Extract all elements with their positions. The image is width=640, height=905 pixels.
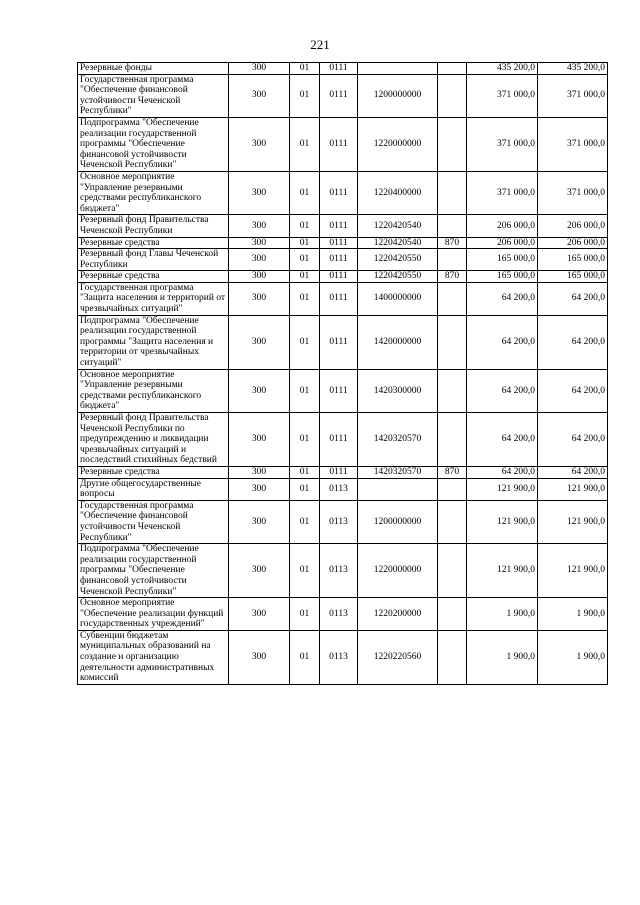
target-article-cell: 1420320570 xyxy=(358,466,438,478)
amount-year2-cell: 64 200,0 xyxy=(538,315,608,369)
section-code-cell: 01 xyxy=(290,74,320,117)
amount-year1-cell: 64 200,0 xyxy=(467,466,538,478)
row-name-cell: Государственная программа "Обеспечение финансовой устойчивости Чеченской Республики" xyxy=(78,74,229,117)
amount-year2-cell: 165 000,0 xyxy=(538,249,608,271)
target-article-cell: 1220000000 xyxy=(358,544,438,598)
row-name-cell: Резервные средства xyxy=(78,237,229,249)
row-name-cell: Основное мероприятие "Управление резервными средствами республиканского бюджета" xyxy=(78,171,229,214)
amount-year1-cell: 121 900,0 xyxy=(467,478,538,500)
target-article-cell: 1220400000 xyxy=(358,171,438,214)
section-code-cell: 01 xyxy=(290,478,320,500)
expense-type-cell xyxy=(438,215,467,237)
table-row xyxy=(78,171,608,214)
amount-year1-cell: 165 000,0 xyxy=(467,249,538,271)
row-name-cell: Резервные средства xyxy=(78,466,229,478)
amount-year1-cell: 371 000,0 xyxy=(467,171,538,214)
amount-year2-cell: 371 000,0 xyxy=(538,117,608,171)
table-row xyxy=(78,544,608,598)
expense-type-cell xyxy=(438,598,467,631)
admin-code-cell: 300 xyxy=(229,74,290,117)
row-name-cell: Резервный фонд Главы Чеченской Республики xyxy=(78,249,229,271)
admin-code-cell: 300 xyxy=(229,598,290,631)
admin-code-cell: 300 xyxy=(229,117,290,171)
table-row xyxy=(78,478,608,500)
amount-year2-cell: 64 200,0 xyxy=(538,413,608,467)
row-name-cell: Резервные средства xyxy=(78,271,229,283)
amount-year2-cell: 371 000,0 xyxy=(538,171,608,214)
row-name-cell: Резервные фонды xyxy=(78,63,229,75)
target-article-cell: 1220420550 xyxy=(358,271,438,283)
admin-code-cell: 300 xyxy=(229,171,290,214)
row-name-cell: Подпрограмма "Обеспечение реализации государственной программы "Обеспечение финансовой устойчивости Чеченской Республики" xyxy=(78,117,229,171)
expense-type-cell xyxy=(438,413,467,467)
subsection-code-cell: 0111 xyxy=(320,237,358,249)
table-row xyxy=(78,369,608,412)
amount-year1-cell: 371 000,0 xyxy=(467,74,538,117)
subsection-code-cell: 0111 xyxy=(320,63,358,75)
subsection-code-cell: 0111 xyxy=(320,249,358,271)
subsection-code-cell: 0111 xyxy=(320,117,358,171)
section-code-cell: 01 xyxy=(290,598,320,631)
subsection-code-cell: 0111 xyxy=(320,369,358,412)
table-row xyxy=(78,466,608,478)
section-code-cell: 01 xyxy=(290,466,320,478)
target-article-cell: 1220220560 xyxy=(358,630,438,684)
expense-type-cell xyxy=(438,74,467,117)
target-article-cell xyxy=(358,478,438,500)
admin-code-cell: 300 xyxy=(229,369,290,412)
admin-code-cell: 300 xyxy=(229,466,290,478)
section-code-cell: 01 xyxy=(290,544,320,598)
subsection-code-cell: 0113 xyxy=(320,630,358,684)
expense-type-cell xyxy=(438,63,467,75)
row-name-cell: Подпрограмма "Обеспечение реализации государственной программы "Обеспечение финансовой устойчивости Чеченской Республики" xyxy=(78,544,229,598)
table-row xyxy=(78,237,608,249)
subsection-code-cell: 0111 xyxy=(320,315,358,369)
expense-type-cell xyxy=(438,249,467,271)
row-name-cell: Основное мероприятие "Управление резервными средствами республиканского бюджета" xyxy=(78,369,229,412)
section-code-cell: 01 xyxy=(290,237,320,249)
admin-code-cell: 300 xyxy=(229,271,290,283)
row-name-cell: Субвенции бюджетам муниципальных образований на создание и организацию деятельности административных комиссий xyxy=(78,630,229,684)
amount-year1-cell: 206 000,0 xyxy=(467,237,538,249)
amount-year2-cell: 1 900,0 xyxy=(538,630,608,684)
table-row xyxy=(78,500,608,543)
expense-type-cell xyxy=(438,315,467,369)
row-name-cell: Государственная программа "Защита населения и территорий от чрезвычайных ситуаций" xyxy=(78,282,229,315)
target-article-cell: 1220420540 xyxy=(358,237,438,249)
subsection-code-cell: 0111 xyxy=(320,282,358,315)
subsection-code-cell: 0111 xyxy=(320,466,358,478)
section-code-cell: 01 xyxy=(290,413,320,467)
budget-table xyxy=(77,62,608,685)
amount-year2-cell: 64 200,0 xyxy=(538,369,608,412)
expense-type-cell: 870 xyxy=(438,466,467,478)
expense-type-cell xyxy=(438,369,467,412)
amount-year2-cell: 121 900,0 xyxy=(538,500,608,543)
amount-year2-cell: 206 000,0 xyxy=(538,215,608,237)
admin-code-cell: 300 xyxy=(229,478,290,500)
amount-year2-cell: 165 000,0 xyxy=(538,271,608,283)
section-code-cell: 01 xyxy=(290,630,320,684)
table-row xyxy=(78,413,608,467)
subsection-code-cell: 0113 xyxy=(320,478,358,500)
amount-year1-cell: 1 900,0 xyxy=(467,630,538,684)
target-article-cell: 1420300000 xyxy=(358,369,438,412)
amount-year1-cell: 1 900,0 xyxy=(467,598,538,631)
target-article-cell: 1420320570 xyxy=(358,413,438,467)
amount-year1-cell: 64 200,0 xyxy=(467,369,538,412)
admin-code-cell: 300 xyxy=(229,500,290,543)
amount-year2-cell: 206 000,0 xyxy=(538,237,608,249)
section-code-cell: 01 xyxy=(290,215,320,237)
amount-year1-cell: 121 900,0 xyxy=(467,544,538,598)
subsection-code-cell: 0111 xyxy=(320,215,358,237)
table-row xyxy=(78,117,608,171)
target-article-cell: 1220420550 xyxy=(358,249,438,271)
target-article-cell: 1200000000 xyxy=(358,74,438,117)
amount-year2-cell: 64 200,0 xyxy=(538,466,608,478)
amount-year2-cell: 121 900,0 xyxy=(538,478,608,500)
admin-code-cell: 300 xyxy=(229,249,290,271)
section-code-cell: 01 xyxy=(290,369,320,412)
row-name-cell: Другие общегосударственные вопросы xyxy=(78,478,229,500)
row-name-cell: Подпрограмма "Обеспечение реализации государственной программы "Защита населения и территории от чрезвычайных ситуаций" xyxy=(78,315,229,369)
amount-year1-cell: 64 200,0 xyxy=(467,315,538,369)
amount-year2-cell: 371 000,0 xyxy=(538,74,608,117)
amount-year1-cell: 206 000,0 xyxy=(467,215,538,237)
amount-year1-cell: 64 200,0 xyxy=(467,282,538,315)
amount-year1-cell: 121 900,0 xyxy=(467,500,538,543)
amount-year1-cell: 64 200,0 xyxy=(467,413,538,467)
expense-type-cell xyxy=(438,630,467,684)
expense-type-cell xyxy=(438,544,467,598)
admin-code-cell: 300 xyxy=(229,63,290,75)
subsection-code-cell: 0113 xyxy=(320,598,358,631)
target-article-cell xyxy=(358,63,438,75)
amount-year1-cell: 165 000,0 xyxy=(467,271,538,283)
amount-year1-cell: 371 000,0 xyxy=(467,117,538,171)
admin-code-cell: 300 xyxy=(229,215,290,237)
expense-type-cell xyxy=(438,282,467,315)
section-code-cell: 01 xyxy=(290,63,320,75)
amount-year1-cell: 435 200,0 xyxy=(467,63,538,75)
section-code-cell: 01 xyxy=(290,249,320,271)
section-code-cell: 01 xyxy=(290,117,320,171)
expense-type-cell xyxy=(438,500,467,543)
admin-code-cell: 300 xyxy=(229,630,290,684)
table-row xyxy=(78,630,608,684)
target-article-cell: 1200000000 xyxy=(358,500,438,543)
subsection-code-cell: 0111 xyxy=(320,74,358,117)
amount-year2-cell: 64 200,0 xyxy=(538,282,608,315)
target-article-cell: 1420000000 xyxy=(358,315,438,369)
subsection-code-cell: 0111 xyxy=(320,171,358,214)
table-row xyxy=(78,74,608,117)
table-body xyxy=(78,63,608,685)
table-row xyxy=(78,598,608,631)
subsection-code-cell: 0111 xyxy=(320,413,358,467)
table-row xyxy=(78,282,608,315)
page-number: 221 xyxy=(310,37,330,52)
amount-year2-cell: 121 900,0 xyxy=(538,544,608,598)
admin-code-cell: 300 xyxy=(229,282,290,315)
subsection-code-cell: 0113 xyxy=(320,544,358,598)
target-article-cell: 1220420540 xyxy=(358,215,438,237)
row-name-cell: Резервный фонд Правительства Чеченской Республики xyxy=(78,215,229,237)
expense-type-cell: 870 xyxy=(438,237,467,249)
target-article-cell: 1220200000 xyxy=(358,598,438,631)
admin-code-cell: 300 xyxy=(229,413,290,467)
target-article-cell: 1400000000 xyxy=(358,282,438,315)
amount-year2-cell: 435 200,0 xyxy=(538,63,608,75)
row-name-cell: Государственная программа "Обеспечение финансовой устойчивости Чеченской Республики" xyxy=(78,500,229,543)
table-row xyxy=(78,215,608,237)
expense-type-cell xyxy=(438,478,467,500)
section-code-cell: 01 xyxy=(290,315,320,369)
admin-code-cell: 300 xyxy=(229,237,290,249)
expense-type-cell: 870 xyxy=(438,271,467,283)
row-name-cell: Резервный фонд Правительства Чеченской Республики по предупреждению и ликвидации чрезвычайных ситуаций и последствий стихийных бедствий xyxy=(78,413,229,467)
table-row xyxy=(78,315,608,369)
amount-year2-cell: 1 900,0 xyxy=(538,598,608,631)
expense-type-cell xyxy=(438,117,467,171)
section-code-cell: 01 xyxy=(290,171,320,214)
admin-code-cell: 300 xyxy=(229,315,290,369)
table-row xyxy=(78,249,608,271)
row-name-cell: Основное мероприятие "Обеспечение реализации функций государственных учреждений" xyxy=(78,598,229,631)
expense-type-cell xyxy=(438,171,467,214)
admin-code-cell: 300 xyxy=(229,544,290,598)
section-code-cell: 01 xyxy=(290,282,320,315)
table-row xyxy=(78,271,608,283)
section-code-cell: 01 xyxy=(290,500,320,543)
subsection-code-cell: 0113 xyxy=(320,500,358,543)
target-article-cell: 1220000000 xyxy=(358,117,438,171)
subsection-code-cell: 0111 xyxy=(320,271,358,283)
table-row xyxy=(78,63,608,75)
section-code-cell: 01 xyxy=(290,271,320,283)
